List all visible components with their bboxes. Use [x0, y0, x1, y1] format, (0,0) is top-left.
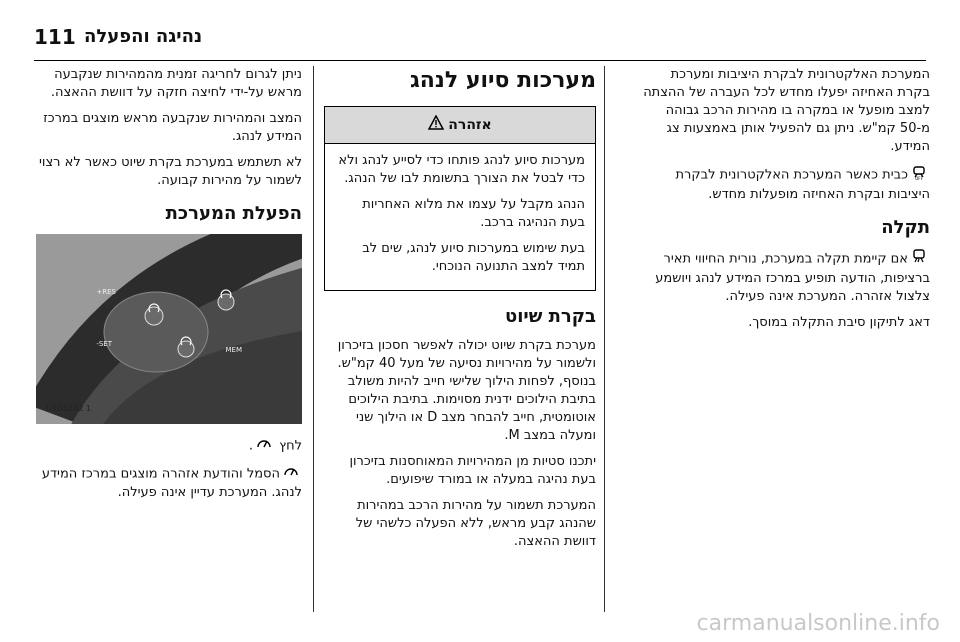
warning-title [325, 107, 595, 144]
cruise-heading: בקרת שיוט [505, 306, 596, 327]
left-column [30, 66, 302, 510]
traction-control-icon [911, 248, 927, 270]
esc-indicator-text: כבית כאשר המערכת האלקטרונית לבקרת היציבות ובקרת האחיזה מופעלות מחדש. [675, 167, 930, 202]
middle-column [324, 66, 596, 559]
running-title: נהיגה והפעלה [84, 26, 203, 47]
esc-restart-paragraph: המערכת האלקטרונית לבקרת היציבות ומערכת בקרת האחיזה יפעלו מחדש לכל העברה של ההצתה למצב מופעל או במקרה בו מהירות הרכב גבוהה מ-50 קמ"ש. ניתן גם להפעיל אותן באמצעות צג המידע. [643, 67, 930, 154]
cruise-p1: מערכת בקרת שיוט יכולה לאפשר חסכון בזיכרון ולשמור על מהירויות נסיעה של מעל 40 קמ"ש. בנוסף, לפחות הילוך שלישי חייב להיות משולב בתיבת הילוכים ידנית מסוימות. בתיבת הילוכים אוטומטית, חייב להבחר מצב D או הילוך שני ומעלה במצב M. [337, 338, 596, 443]
steering-wheel-drawing [36, 234, 302, 424]
override-paragraph: ניתן לגרום לחריגה זמנית מהמהירות שנקבעה מראש על-ידי לחיצה חזקה על דוושת ההאצה. [50, 67, 302, 100]
symbol-paragraph [30, 464, 302, 502]
cruise-p3: המערכת תשמור על מהירות הרכב במהירות שהנהג קבע מראש, ללא הפעלה כלשהי של דוושת ההאצה. [355, 498, 596, 549]
page-number: 111 [34, 25, 76, 49]
cruise-control-icon [256, 436, 272, 456]
mem-button-label: MEM [225, 346, 242, 354]
symbol-text: הסמל והודעת אזהרה מוצגים במרכז המידע לנהג. המערכת עדיין אינה פעילה. [41, 466, 302, 500]
fault-text: אם קיימת תקלה במערכת, נורית החיווי תאיר ברציפות, הודעה תופיע במרכז המידע לנהג ויושמע צלצול אזהרה. המערכת אינה פעילה. [655, 251, 930, 304]
right-column [640, 66, 930, 340]
warning-box [324, 106, 596, 291]
warning-body [325, 144, 595, 290]
fault-heading: תקלה [881, 217, 930, 238]
press-text: לחץ [279, 438, 302, 454]
illustration-code: U1D5102 1 [46, 404, 92, 413]
set-button-label: SET- [96, 340, 112, 348]
display-paragraph: המצב והמהירות שנקבעה מראש מוצגים במרכז המידע לנהג. [43, 111, 302, 144]
esc-indicator-paragraph [640, 164, 930, 204]
res-button-label: RES+ [96, 288, 116, 296]
header-rule [34, 60, 926, 61]
cruise-control-icon [283, 464, 299, 484]
warning-p3: בעת שימוש במערכות סיוע לנהג, שים לב תמיד למצב התנועה הנוכחי. [362, 241, 585, 274]
warning-triangle-icon [428, 115, 444, 135]
cruise-p2: יתכנו סטיות מן המהירויות המאוחסנות בזיכרון בעת נהיגה במעלה או במורד שיפועים. [349, 454, 596, 487]
page-header [0, 0, 960, 62]
warning-title-text: אזהרה [448, 117, 492, 133]
column-divider-right [604, 66, 605, 612]
repair-paragraph: דאג לתיקון סיבת התקלה במוסך. [748, 315, 930, 330]
traction-off-icon [911, 164, 927, 186]
warning-p1: מערכות סיוע לנהג פותחו כדי לסייע לנהג ולא כדי לבטל את הצורך בתשומת לבו של הנהג. [338, 153, 585, 186]
fault-paragraph [640, 248, 930, 306]
press-paragraph: לחץ . [30, 436, 302, 456]
svg-text:OFF: OFF [915, 176, 923, 180]
watermark: carmanualsonline.info [696, 611, 940, 636]
column-divider-left [313, 66, 314, 612]
section-title: מערכות סיוע לנהג [409, 68, 596, 93]
activate-heading: הפעלת המערכת [165, 203, 302, 224]
warning-p2: הנהג מקבל על עצמו את מלוא האחריות בעת הנהיגה ברכב. [362, 197, 585, 230]
steering-wheel-illustration [36, 234, 302, 424]
caution-paragraph: לא תשתמש במערכת בקרת שיוט כאשר לא רצוי לשמור על מהירות קבועה. [39, 155, 302, 188]
